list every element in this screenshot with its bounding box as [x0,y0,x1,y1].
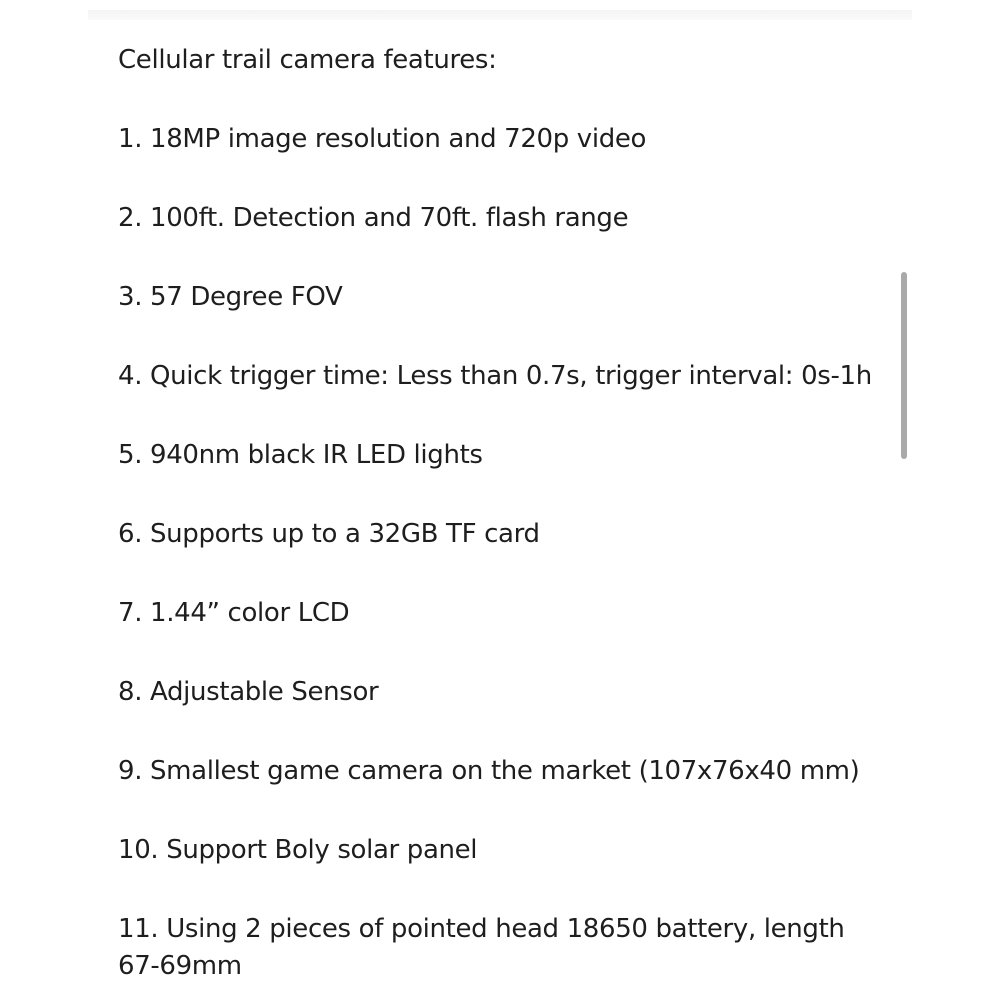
section-heading: Cellular trail camera features: [118,45,497,75]
feature-item: 2. 100ft. Detection and 70ft. flash range [118,203,629,233]
feature-item: 4. Quick trigger time: Less than 0.7s, trigger interval: 0s-1h [118,361,872,391]
top-divider [88,10,912,20]
feature-item: 6. Supports up to a 32GB TF card [118,519,540,549]
feature-item: 7. 1.44” color LCD [118,598,350,628]
feature-item: 11. Using 2 pieces of pointed head 18650 battery, length 67-69mm [118,914,845,981]
feature-item: 5. 940nm black IR LED lights [118,440,483,470]
vertical-scrollbar-thumb[interactable] [901,272,907,459]
feature-item: 8. Adjustable Sensor [118,677,379,707]
feature-item: 1. 18MP image resolution and 720p video [118,124,647,154]
feature-item: 10. Support Boly solar panel [118,835,478,865]
feature-item: 9. Smallest game camera on the market (107x76x40 mm) [118,756,860,786]
feature-item: 3. 57 Degree FOV [118,282,343,312]
